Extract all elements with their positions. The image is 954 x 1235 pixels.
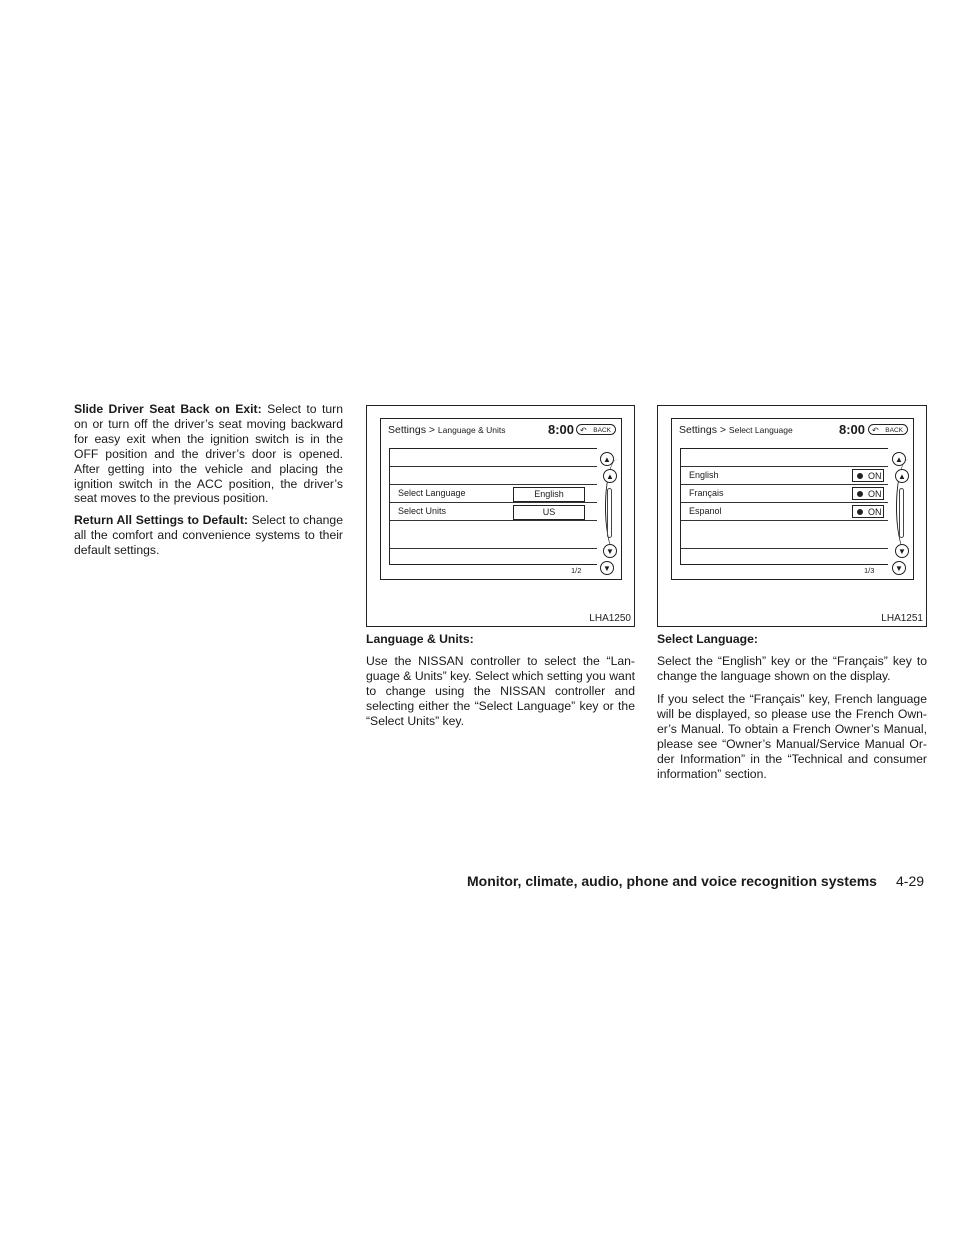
francais-on-indicator: ON [852, 487, 884, 500]
list-item-empty [390, 548, 597, 549]
return-defaults-text: Select to change all the comfort and convenience systems to their default settings. [74, 513, 343, 557]
row-label: Select Language [398, 488, 466, 498]
row-label: Français [689, 488, 724, 498]
language-list [680, 448, 888, 565]
language-units-heading: Language & Units: [366, 632, 474, 646]
screen-title-main: Settings [679, 424, 717, 436]
page-up-icon[interactable]: ▲ [600, 452, 614, 466]
screen-clock: 8:00 [839, 422, 866, 437]
screen-title-sep: > [716, 424, 729, 436]
screen-title [679, 424, 793, 436]
return-defaults-paragraph [74, 513, 343, 558]
page-up-icon[interactable]: ▲ [892, 452, 906, 466]
screen-title-sep: > [425, 424, 438, 436]
language-value: English [513, 487, 585, 502]
page-indicator: 1/3 [864, 566, 875, 575]
select-language-heading: Select Language: [657, 632, 758, 646]
figure-id: LHA1250 [589, 613, 631, 624]
page-number: 4-29 [896, 873, 925, 889]
slide-seat-paragraph [74, 402, 343, 506]
list-item-empty [390, 520, 597, 539]
settings-list [389, 448, 597, 565]
list-item-select-units[interactable] [390, 502, 597, 521]
list-item-francais[interactable] [681, 484, 888, 503]
figure-id: LHA1251 [881, 613, 923, 624]
espanol-on-indicator: ON [852, 505, 884, 518]
list-item-english[interactable] [681, 466, 888, 485]
screen-subtitle: Select Language [728, 425, 793, 435]
figure-select-language [657, 405, 927, 627]
slide-seat-heading: Slide Driver Seat Back on Exit: [74, 402, 262, 416]
row-label: Espanol [689, 506, 722, 516]
page-down-icon[interactable]: ▼ [892, 561, 906, 575]
screen-select-language [671, 418, 914, 580]
screen-clock: 8:00 [548, 422, 575, 437]
list-item-empty [681, 520, 888, 539]
screen-language-units [380, 418, 622, 580]
list-item-empty [681, 548, 888, 549]
page-indicator: 1/2 [571, 566, 582, 575]
up-arrow-icon[interactable]: ▲ [895, 469, 909, 483]
slide-seat-text: Select to turn on or turn off the driver’s seat moving backward for easy exit when the ignition switch is in the OFF position and the driver’s door is opened. After getting into the vehicle and placing the ignition switch in the ACC position, the driver’s seat moves to the previous position. [74, 402, 343, 506]
row-label: Select Units [398, 506, 447, 516]
scroll-bar-icon[interactable] [899, 488, 904, 538]
return-defaults-heading: Return All Settings to Default: [74, 513, 248, 527]
back-button[interactable]: ↶ BACK [576, 424, 616, 435]
scroll-bar-icon[interactable] [607, 488, 612, 538]
english-on-indicator: ON [852, 469, 884, 482]
back-button[interactable]: ↶ BACK [868, 424, 908, 435]
select-language-text-1: Select the “English” key or the “Français” key to change the language shown on the display. [657, 654, 927, 683]
up-arrow-icon[interactable]: ▲ [603, 469, 617, 483]
language-units-text: Use the NISSAN controller to select the “Lan-guage & Units” key. Select which setting you want to change using the NISSAN controller and selecting either the “Select Language” key or the “Select Units” key. [366, 654, 635, 728]
list-item-empty [390, 466, 597, 485]
screen-title [388, 424, 506, 436]
units-value: US [513, 505, 585, 520]
select-language-text-2: If you select the “Français” key, French language will be displayed, so please use the French Own-er’s Manual. To obtain a French Owner’s Manual, please see “Owner’s Manual/Service Manual Or-der Information” in the “Technical and consumer information” section. [657, 692, 927, 781]
row-label: English [689, 470, 719, 480]
page-down-icon[interactable]: ▼ [600, 561, 614, 575]
list-item-select-language[interactable] [390, 484, 597, 503]
section-footer-title: Monitor, climate, audio, phone and voice recognition systems [467, 873, 877, 889]
screen-title-main: Settings [388, 424, 426, 436]
screen-subtitle: Language & Units [437, 425, 506, 435]
down-arrow-icon[interactable]: ▼ [603, 544, 617, 558]
down-arrow-icon[interactable]: ▼ [895, 544, 909, 558]
list-item-espanol[interactable] [681, 502, 888, 521]
figure-language-units [366, 405, 635, 627]
